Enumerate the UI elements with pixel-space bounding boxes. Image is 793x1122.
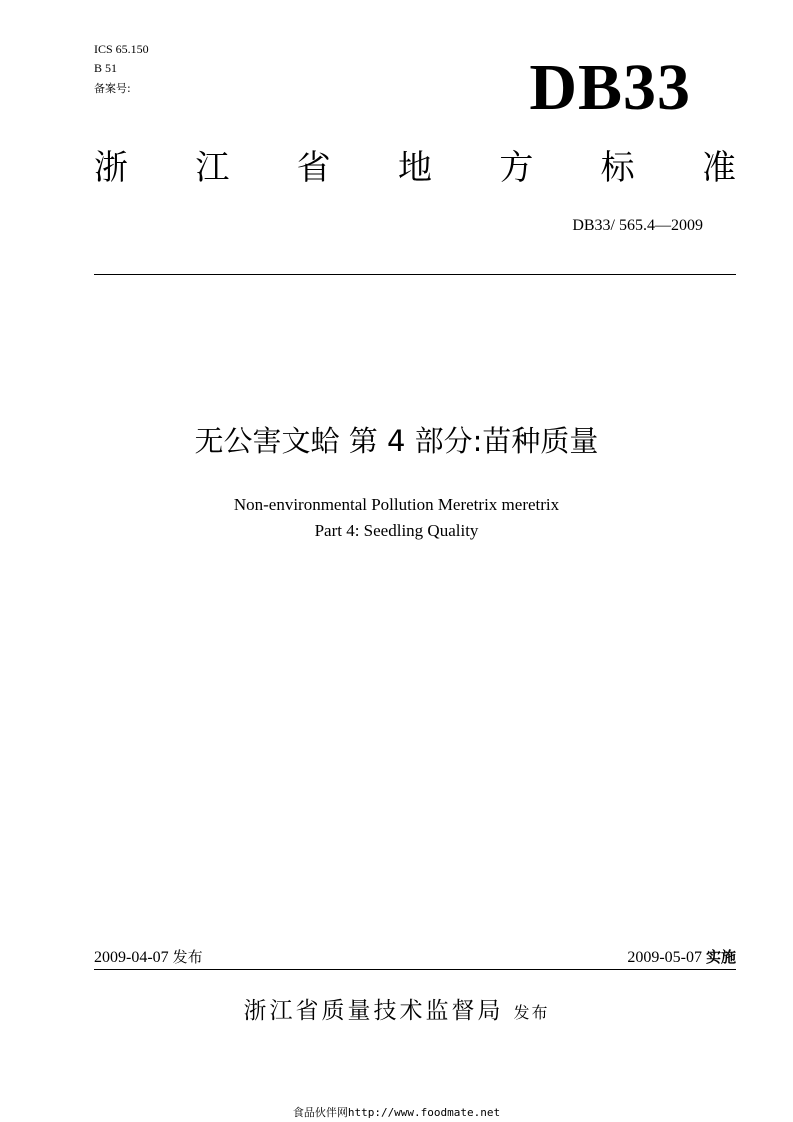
issuer-name: 浙江省质量技术监督局	[243, 998, 504, 1024]
record-number-label: 备案号:	[94, 82, 131, 95]
footer-divider	[94, 969, 736, 970]
standard-code-logo: DB33	[529, 51, 691, 124]
header-divider	[94, 274, 736, 275]
issue-date: 2009-04-07	[94, 949, 169, 966]
issuer-block	[0, 992, 793, 1025]
implement-label: 实施	[705, 948, 736, 966]
document-title-english-line1: Non-environmental Pollution Meretrix meretrix	[233, 495, 560, 514]
standard-type-char: 地	[397, 148, 432, 188]
issuer-suffix: 发布	[513, 1003, 550, 1022]
standard-type-char: 省	[296, 148, 331, 188]
ics-code: ICS 65.150	[94, 42, 149, 56]
source-footer: 食品伙伴网http://www.foodmate.net	[292, 1106, 501, 1119]
standard-type-char: 准	[701, 148, 736, 188]
standard-type-heading	[94, 143, 736, 193]
issue-date-block	[94, 946, 203, 969]
implement-date: 2009-05-07	[627, 949, 702, 966]
classification-code: B 51	[94, 61, 118, 75]
standard-type-char: 浙	[94, 148, 128, 188]
standard-number: DB33/ 565.4—2009	[572, 217, 703, 234]
standard-type-char: 方	[499, 148, 534, 188]
standard-type-char: 江	[195, 148, 230, 188]
standard-type-char: 标	[600, 148, 635, 188]
document-title-english-line2: Part 4: Seedling Quality	[314, 521, 479, 540]
implement-date-block	[627, 946, 736, 969]
document-title-chinese: 无公害文蛤 第 4 部分:苗种质量	[194, 424, 599, 458]
issue-label: 发布	[172, 948, 203, 966]
